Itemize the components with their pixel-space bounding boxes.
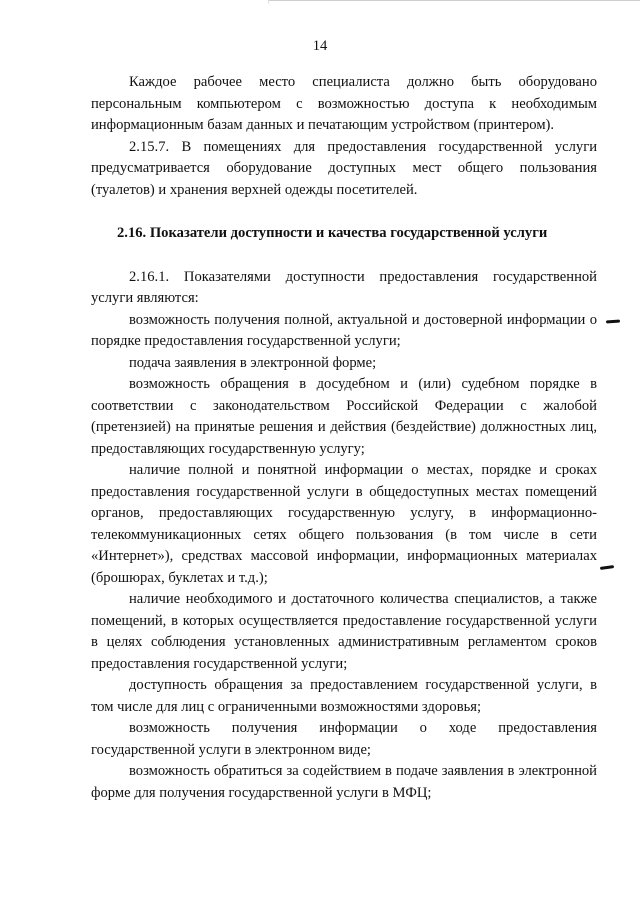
document-body	[91, 72, 597, 804]
list-item-public-information: наличие полной и понятной информации о местах, порядке и сроках предоставления государственной услуги в общедоступных местах помещений органов, предоставляющих государственную услугу, в информационно-телекоммуникационных сетях общего пользования (в том числе в сети «Интернет»), средствах массовой информации, информационных материалах (брошюрах, буклетах и т.д.);	[91, 462, 597, 586]
list-item-appeal: возможность обращения в досудебном и (или) судебном порядке в соответствии с законодательством Российской Федерации с жалобой (претензией) на принятые решения и действия (бездействие) должностных лиц, предоставляющих государственную услугу;	[91, 376, 597, 457]
list-item-specialists-premises: наличие необходимого и достаточного количества специалистов, а также помещений, в которых осуществляется предоставление государственной услуги в целях соблюдения установленных административным регламентом сроков предоставления государственной услуги;	[91, 591, 597, 672]
page-number: 14	[312, 38, 328, 54]
margin-pen-mark	[606, 320, 620, 323]
scan-edge-shadow	[268, 0, 640, 5]
paragraph-workplace-equipment: Каждое рабочее место специалиста должно быть оборудовано персональным компьютером с возможностью доступа к необходимым информационным базам данных и печатающим устройством (принтером).	[91, 74, 597, 133]
list-item-status-information: возможность получения информации о ходе предоставления государственной услуги в электронном виде;	[91, 720, 597, 758]
list-item-accessibility: доступность обращения за предоставлением государственной услуги, в том числе для лиц с ограниченными возможностями здоровья;	[91, 677, 597, 715]
margin-pen-mark	[600, 565, 614, 569]
list-item-mfc-assistance: возможность обратиться за содействием в подаче заявления в электронной форме для получения государственной услуги в МФЦ;	[91, 763, 597, 801]
list-item-full-information: возможность получения полной, актуальной и достоверной информации о порядке предоставления государственной услуги;	[91, 311, 597, 349]
list-item-electronic-application: подача заявления в электронной форме;	[129, 354, 377, 371]
paragraph-2-16-1: 2.16.1. Показателями доступности предоставления государственной услуги являются:	[91, 268, 597, 306]
paragraph-2-15-7: 2.15.7. В помещениях для предоставления государственной услуги предусматривается оборудование доступных мест общего пользования (туалетов) и хранения верхней одежды посетителей.	[91, 138, 597, 198]
section-heading-2-16: 2.16. Показатели доступности и качества государственной услуги	[117, 225, 548, 241]
